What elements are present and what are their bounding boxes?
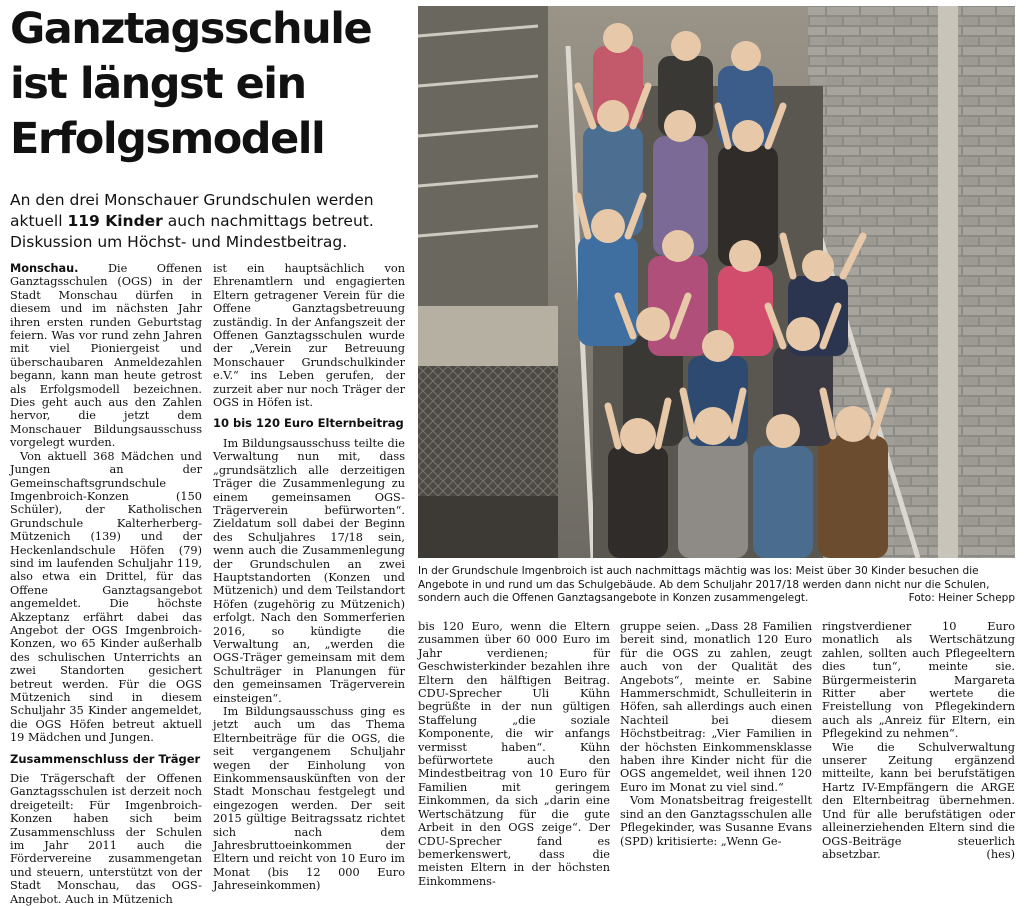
paragraph: bis 120 Euro, wenn die Eltern zusammen über 60 000 Euro im Jahr verdienen; für Geschwisterkinder bezahlen ihre Eltern den hälftigen Beitrag. CDU-Sprecher Uli Kühn begrüßte in der nun gültigen Staffelung „die soziale Komponente, die wir anfangs vermisst haben“. Kühn befürwortete auch den Mindestbeitrag von 10 Euro für Familien mit geringem Einkommen, da sich „darin eine Wertschätzung für die gute Arbeit in den OGS zeige“. Der CDU-Sprecher fand es bemerkenswert, dass die meisten Eltern in der höchsten Einkommens-	[418, 620, 610, 888]
subhead-line: Diskussion um Höchst- und Mindestbeitrag.	[10, 233, 348, 251]
article-photo	[418, 6, 1015, 558]
subheadline	[10, 190, 410, 253]
article-column-1	[10, 262, 202, 906]
subhead-line: An den drei Monschauer Grundschulen werden	[10, 191, 374, 209]
headline-line: Ganztagsschule	[10, 4, 372, 54]
article-column-5	[822, 620, 1015, 861]
paragraph: gruppe seien. „Dass 28 Familien bereit sind, monatlich 120 Euro für die OGS zu zahlen, zeugt auch von der Qualität des Angebots“, meinte er. Sabine Hammerschmidt, Schulleiterin in Höfen, sah allerdings auch einen Nachteil bei diesem Höchstbeitrag: „Vier Familien in der höchsten Einkommensklasse haben ihre Kinder nicht für die OGS angemeldet, weil ihnen 120 Euro im Monat zu viel sind.“	[620, 620, 812, 794]
photo-children-on-stairs	[418, 6, 1015, 558]
paragraph: Vom Monatsbeitrag freigestellt sind an den Ganztagsschulen alle Pflegekinder, was Susanne Evans (SPD) kritisierte: „Wenn Ge-	[620, 794, 812, 848]
paragraph: Monschau. Die Offenen Ganztagsschulen (OGS) in der Stadt Monschau dürfen in diesem und im nächsten Jahr ihren ersten runden Geburtstag feiern. Was vor rund zehn Jahren mit viel Pioniergeist und überschaubaren Anmeldezahlen begann, kann man heute getrost als Erfolgsmodell bezeichnen. Dies geht auch aus den Zahlen hervor, die jetzt dem Monschauer Bildungsausschuss vorgelegt wurden.	[10, 262, 202, 450]
paragraph: Wie die Schulverwaltung unserer Zeitung ergänzend mitteilte, kann bei berufstätigen Hartz IV-Empfängern die ARGE den Elternbeitrag übernehmen. Und für alle berufstätigen oder alleinerziehenden Eltern sind die OGS-Beiträge steuerlich absetzbar. (hes)	[822, 740, 1015, 861]
subheading: Zusammenschluss der Träger	[10, 751, 201, 766]
paragraph: Die Trägerschaft der Offenen Ganztagsschulen ist derzeit noch dreigeteilt: Für Imgenbroich-Konzen haben sich beim Zusammenschluss der Schulen im Jahr 2011 auch die Fördervereine zusammengetan und steuern, unterstützt von der Stadt Monschau, das OGS-Angebot. Auch in Mützenich	[10, 772, 202, 906]
headline	[10, 2, 410, 167]
article-column-2	[213, 262, 405, 893]
author-signature: (hes)	[986, 847, 1015, 861]
photo-caption	[418, 565, 1015, 606]
article-column-3	[418, 620, 610, 888]
paragraph: ringstverdiener 10 Euro monatlich als Wertschätzung zahlen, sollten auch Pflegeeltern dies tun“, meinte sie. Bürgermeisterin Margareta Ritter aber wertete die Freistellung von Pflegekindern auch als „Anreiz für Eltern, ein Pflegekind zu nehmen“.	[822, 620, 1015, 741]
subhead-line: aktuell 119 Kinder auch nachmittags betreut.	[10, 212, 374, 230]
caption-text: In der Grundschule Imgenbroich ist auch nachmittags mächtig was los: Meist über 30 Kinder besuchen die Angebote in und rund um das Schulgebäude. Ab dem Schuljahr 2017/18 werden dann nicht nur die Schulen, sondern auch die Offenen Ganztagsangebote in Konzen zusammengelegt.	[418, 565, 990, 604]
paragraph: Im Bildungsausschuss teilte die Verwaltung nun mit, dass „grundsätzlich alle derzeitigen Träger die Zusammenlegung zu einem gemeinsamen OGS-Trägerverein befürworten“. Zieldatum soll dabei der Beginn des Schuljahres 17/18 sein, wenn auch die Zusammenlegung der Grundschulen an zwei Hauptstandorten (Konzen und Mützenich) und dem Teilstandort Höfen (zugehörig zu Mützenich) erfolgt. Nach den Sommerferien 2016, so kündigte die Verwaltung an, „werden die OGS-Träger gemeinsam mit dem Schulträger in Planungen für den gemeinsamen Trägerverein einsteigen“.	[213, 436, 405, 705]
headline-line: Erfolgsmodell	[10, 114, 325, 164]
dateline: Monschau.	[10, 262, 79, 275]
headline-line: ist längst ein	[10, 59, 306, 109]
subheading: 10 bis 120 Euro Elternbeitrag	[213, 416, 404, 431]
paragraph: Von aktuell 368 Mädchen und Jungen an der Gemeinschaftsgrundschule Imgenbroich-Konzen (150 Schüler), der Katholischen Grundschule Kalterherberg-Mützenich (139) und der Heckenlandschule Höfen (79) sind im laufenden Schuljahr 119, also etwa ein Drittel, für das Offene Ganztagsangebot angemeldet. Die höchste Akzeptanz erfährt dabei das Angebot der OGS Imgenbroich-Konzen, wo 65 Kinder außerhalb des schulischen Unterrichts an zwei Standorten gesichert betreut werden. Für die OGS Mützenich sind in diesem Schuljahr 35 Kinder angemeldet, die OGS Höfen betreut aktuell 19 Mädchen und Jungen.	[10, 449, 202, 745]
paragraph: ist ein hauptsächlich von Ehrenamtlern und engagierten Eltern getragener Verein für die Offene Ganztagsbetreuung zuständig. In der Anfangszeit der Offenen Ganztagsschulen wurde der „Verein zur Betreuung Monschauer Grundschulkinder e.V.“ ins Leben gerufen, der zurzeit aber nur noch Träger der OGS in Höfen ist.	[213, 262, 405, 410]
article-column-4	[620, 620, 812, 848]
photo-credit: Foto: Heiner Schepp	[908, 592, 1015, 604]
paragraph: Im Bildungsausschuss ging es jetzt auch um das Thema Elternbeiträge für die OGS, die seit vergangenem Schuljahr wegen der Einholung von Einkommensauskünften von der Stadt Monschau festgelegt und eingezogen werden. Der seit 2015 gültige Beitragssatz richtet sich nach dem Jahresbruttoeinkommen der Eltern und reicht von 10 Euro im Monat (bis 12 000 Euro Jahreseinkommen)	[213, 705, 405, 893]
